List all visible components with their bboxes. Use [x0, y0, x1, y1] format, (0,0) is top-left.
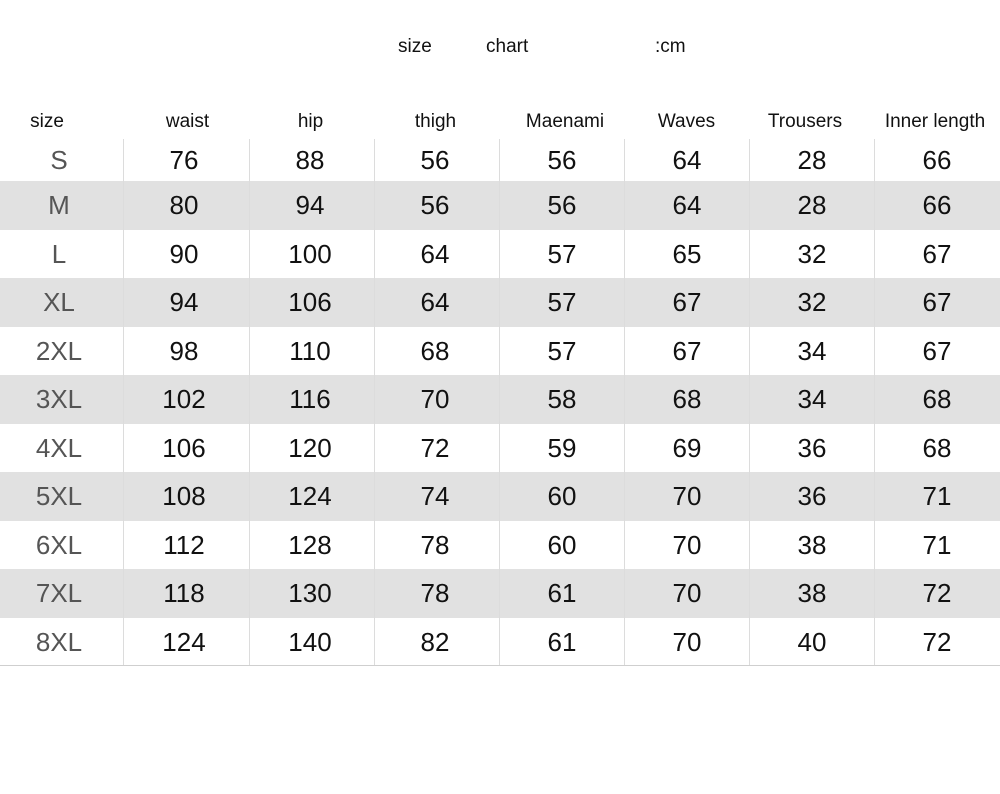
column-header-trousers: Trousers — [767, 111, 843, 132]
cell-hip: 110 — [289, 335, 331, 366]
cell-hip: 94 — [295, 190, 325, 220]
table-row — [0, 521, 1000, 569]
cell-thigh: 78 — [420, 578, 450, 608]
cell-trousers: 38 — [797, 529, 827, 560]
cell-waves: 67 — [672, 287, 702, 317]
cell-size: M — [48, 190, 70, 220]
column-header-inner-length: Inner length — [884, 111, 986, 132]
cell-hip: 116 — [289, 384, 331, 414]
column-divider — [624, 139, 625, 666]
cell-trousers: 36 — [797, 432, 827, 463]
cell-waist: 102 — [162, 384, 206, 414]
cell-inner-length: 72 — [922, 578, 952, 608]
cell-waist: 98 — [169, 335, 199, 366]
cell-thigh: 82 — [420, 626, 450, 657]
cell-waist: 94 — [169, 287, 199, 317]
table-header-row — [0, 109, 1000, 135]
cell-waist: 90 — [169, 238, 199, 269]
cell-maenami: 59 — [547, 432, 577, 463]
cell-inner-length: 72 — [922, 626, 952, 657]
cell-waves: 69 — [672, 432, 702, 463]
column-divider — [249, 139, 250, 666]
table-row — [0, 472, 1000, 521]
cell-thigh: 56 — [420, 144, 450, 175]
cell-inner-length: 67 — [922, 335, 952, 366]
cell-waist: 108 — [162, 481, 206, 511]
cell-thigh: 70 — [420, 384, 450, 414]
cell-trousers: 38 — [797, 578, 827, 608]
cell-maenami: 58 — [547, 384, 577, 414]
cell-maenami: 57 — [547, 287, 577, 317]
cell-thigh: 74 — [420, 481, 450, 511]
cell-trousers: 34 — [797, 335, 827, 366]
cell-inner-length: 68 — [922, 384, 952, 414]
cell-size: L — [51, 238, 67, 269]
cell-hip: 106 — [288, 287, 332, 317]
table-row — [0, 181, 1000, 230]
cell-inner-length: 67 — [922, 238, 952, 269]
cell-hip: 88 — [295, 144, 325, 175]
column-divider — [749, 139, 750, 666]
cell-inner-length: 71 — [922, 529, 952, 560]
column-divider — [874, 139, 875, 666]
cell-waves: 70 — [672, 529, 702, 560]
cell-size: 7XL — [35, 578, 83, 608]
cell-hip: 100 — [288, 238, 332, 269]
cell-maenami: 57 — [547, 335, 577, 366]
cell-maenami: 56 — [547, 190, 577, 220]
cell-size: 6XL — [35, 529, 83, 560]
cell-waves: 70 — [672, 481, 702, 511]
title-size-word: size — [398, 36, 432, 57]
table-row — [0, 618, 1000, 666]
cell-waist: 76 — [169, 144, 199, 175]
cell-maenami: 61 — [547, 626, 577, 657]
cell-waist: 80 — [169, 190, 199, 220]
table-row — [0, 230, 1000, 278]
cell-maenami: 57 — [547, 238, 577, 269]
column-divider — [123, 139, 124, 666]
column-header-thigh: thigh — [414, 111, 457, 132]
cell-maenami: 60 — [547, 481, 577, 511]
cell-waves: 64 — [672, 190, 702, 220]
cell-hip: 130 — [288, 578, 332, 608]
column-header-hip: hip — [297, 111, 324, 132]
cell-trousers: 28 — [797, 144, 827, 175]
table-row — [0, 424, 1000, 472]
column-divider — [374, 139, 375, 666]
cell-waist: 124 — [162, 626, 206, 657]
cell-inner-length: 66 — [922, 144, 952, 175]
cell-hip: 128 — [288, 529, 332, 560]
title-unit: :cm — [655, 36, 686, 57]
table-row — [0, 375, 1000, 424]
cell-trousers: 32 — [797, 287, 827, 317]
cell-hip: 140 — [288, 626, 332, 657]
table-row — [0, 327, 1000, 375]
column-header-waist: waist — [165, 111, 210, 132]
cell-hip: 120 — [288, 432, 332, 463]
column-header-maenami: Maenami — [525, 111, 605, 132]
cell-maenami: 56 — [547, 144, 577, 175]
cell-thigh: 56 — [420, 190, 450, 220]
cell-waves: 68 — [672, 384, 702, 414]
cell-waves: 64 — [672, 144, 702, 175]
cell-waist: 118 — [163, 578, 205, 608]
cell-size: 8XL — [35, 626, 83, 657]
cell-trousers: 34 — [797, 384, 827, 414]
cell-hip: 124 — [288, 481, 332, 511]
column-divider — [499, 139, 500, 666]
cell-size: XL — [43, 287, 75, 317]
cell-inner-length: 66 — [922, 190, 952, 220]
cell-waist: 112 — [163, 529, 205, 560]
title-chart-word: chart — [486, 36, 529, 57]
table-bottom-border — [0, 665, 1000, 666]
cell-waves: 67 — [672, 335, 702, 366]
cell-thigh: 72 — [420, 432, 450, 463]
table-row — [0, 569, 1000, 618]
size-table-body — [0, 139, 1000, 668]
cell-inner-length: 68 — [922, 432, 952, 463]
cell-trousers: 40 — [797, 626, 827, 657]
cell-inner-length: 67 — [922, 287, 952, 317]
cell-thigh: 78 — [420, 529, 450, 560]
table-row — [0, 139, 1000, 181]
cell-trousers: 28 — [797, 190, 827, 220]
table-row — [0, 278, 1000, 327]
column-header-size: size — [30, 111, 64, 132]
cell-trousers: 32 — [797, 238, 827, 269]
cell-waist: 106 — [162, 432, 206, 463]
cell-size: S — [50, 144, 68, 175]
cell-size: 3XL — [35, 384, 83, 414]
cell-size: 4XL — [35, 432, 83, 463]
cell-waves: 70 — [672, 578, 702, 608]
cell-maenami: 61 — [547, 578, 577, 608]
cell-size: 2XL — [35, 335, 83, 366]
cell-maenami: 60 — [547, 529, 577, 560]
cell-thigh: 68 — [420, 335, 450, 366]
cell-thigh: 64 — [420, 238, 450, 269]
column-header-waves: Waves — [657, 111, 716, 132]
cell-size: 5XL — [35, 481, 83, 511]
cell-trousers: 36 — [797, 481, 827, 511]
cell-inner-length: 71 — [922, 481, 952, 511]
cell-thigh: 64 — [420, 287, 450, 317]
cell-waves: 70 — [672, 626, 702, 657]
cell-waves: 65 — [672, 238, 702, 269]
